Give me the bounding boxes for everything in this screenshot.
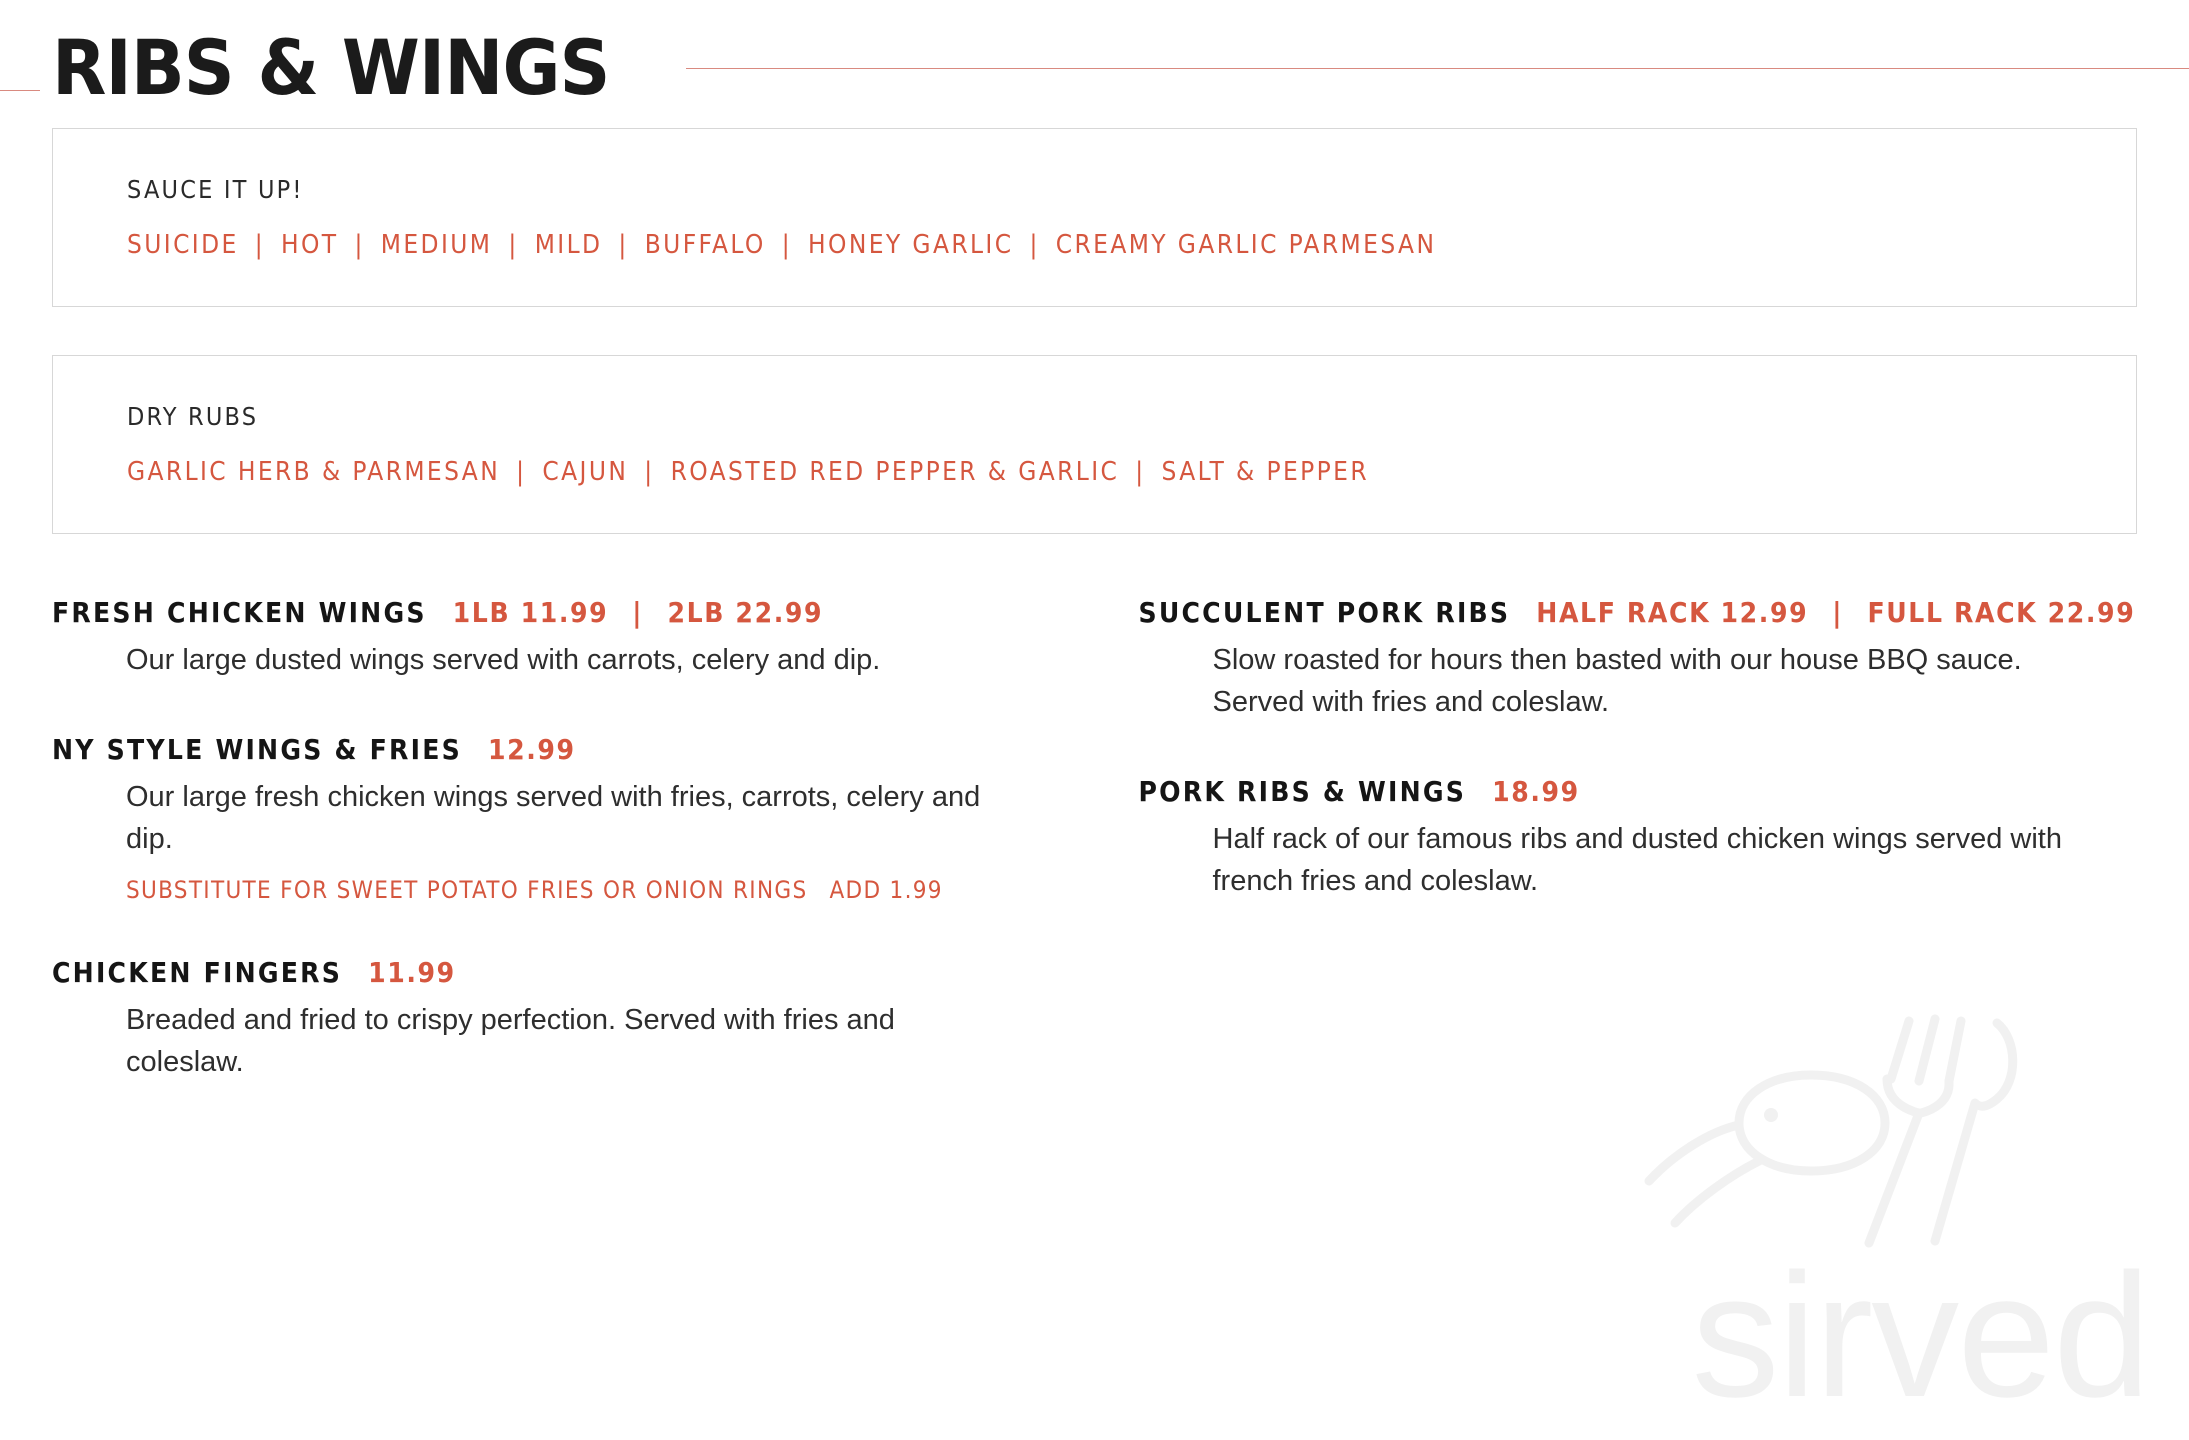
menu-item-note-text: SUBSTITUTE FOR SWEET POTATO FRIES OR ONION RINGS	[126, 876, 807, 904]
menu-item-note	[126, 876, 1035, 904]
menu-item-price-separator: |	[632, 596, 641, 629]
menu-item-description: Our large dusted wings served with carrots, celery and dip.	[126, 639, 986, 681]
rub-option-garlic-herb-parmesan: GARLIC HERB & PARMESAN	[127, 457, 500, 487]
menu-item-price-1: HALF RACK 12.99	[1536, 596, 1808, 629]
sauce-option-hot: HOT	[281, 230, 339, 260]
menu-item-pork-ribs-and-wings	[1139, 775, 2138, 902]
rub-option-cajun: CAJUN	[542, 457, 628, 487]
menu-item-price-2: FULL RACK 22.99	[1867, 596, 2135, 629]
header-rule-left	[0, 90, 40, 91]
menu-item-description: Slow roasted for hours then basted with our house BBQ sauce. Served with fries and coleslaw.	[1213, 639, 2073, 723]
sauce-sep-4: |	[602, 230, 644, 260]
rub-sep-3: |	[1119, 457, 1161, 487]
menu-columns	[52, 596, 2137, 1083]
sauce-options-box	[52, 128, 2137, 307]
sauce-sep-1: |	[239, 230, 281, 260]
menu-item-succulent-pork-ribs	[1139, 596, 2138, 723]
sauce-option-mild: MILD	[535, 230, 603, 260]
sauce-options-list	[127, 230, 2136, 260]
menu-item-header	[52, 956, 1035, 989]
menu-item-fresh-chicken-wings	[52, 596, 1035, 681]
rub-option-salt-pepper: SALT & PEPPER	[1162, 457, 1369, 487]
rub-option-roasted-red-pepper-garlic: ROASTED RED PEPPER & GARLIC	[671, 457, 1120, 487]
dry-rubs-box	[52, 355, 2137, 534]
dry-rubs-title: DRY RUBS	[127, 402, 2136, 431]
sauce-option-buffalo: BUFFALO	[645, 230, 766, 260]
menu-column-left	[52, 596, 1095, 1083]
sauce-sep-5: |	[766, 230, 808, 260]
dry-rubs-list	[127, 457, 2136, 487]
watermark-text: sirved	[1692, 1264, 2149, 1408]
menu-item-name: FRESH CHICKEN WINGS	[52, 596, 427, 629]
menu-item-name: CHICKEN FINGERS	[52, 956, 342, 989]
sauce-options-title: SAUCE IT UP!	[127, 175, 2136, 204]
menu-item-header	[1139, 775, 2138, 808]
menu-item-price-1: 11.99	[368, 956, 456, 989]
menu-item-price-2: 2LB 22.99	[668, 596, 824, 629]
menu-item-header	[52, 596, 1035, 629]
sauce-sep-2: |	[339, 230, 381, 260]
menu-item-description: Half rack of our famous ribs and dusted chicken wings served with french fries and coleslaw.	[1213, 818, 2073, 902]
sauce-option-medium: MEDIUM	[381, 230, 493, 260]
section-header	[0, 8, 2189, 128]
menu-item-name: PORK RIBS & WINGS	[1139, 775, 1467, 808]
sauce-option-suicide: SUICIDE	[127, 230, 239, 260]
menu-item-header	[52, 733, 1035, 766]
menu-column-right	[1095, 596, 2138, 1083]
page-title: RIBS & WINGS	[52, 30, 610, 106]
menu-item-price-1: 18.99	[1492, 775, 1580, 808]
menu-item-note-price: ADD 1.99	[829, 876, 942, 904]
menu-item-name: NY STYLE WINGS & FRIES	[52, 733, 462, 766]
menu-item-description: Our large fresh chicken wings served with fries, carrots, celery and dip.	[126, 776, 986, 860]
sauce-sep-3: |	[492, 230, 534, 260]
menu-item-chicken-fingers	[52, 956, 1035, 1083]
header-rule-right	[686, 68, 2189, 69]
menu-page	[0, 8, 2189, 1440]
menu-item-price-1: 12.99	[488, 733, 576, 766]
menu-item-price-separator: |	[1832, 596, 1841, 629]
menu-item-description: Breaded and fried to crispy perfection. Served with fries and coleslaw.	[126, 999, 986, 1083]
sauce-sep-6: |	[1013, 230, 1055, 260]
sauce-option-creamy-garlic-parmesan: CREAMY GARLIC PARMESAN	[1056, 230, 1437, 260]
menu-item-name: SUCCULENT PORK RIBS	[1139, 596, 1511, 629]
sauce-option-honey-garlic: HONEY GARLIC	[808, 230, 1013, 260]
menu-item-ny-style-wings-and-fries	[52, 733, 1035, 904]
menu-item-price-1: 1LB 11.99	[453, 596, 609, 629]
menu-item-header	[1139, 596, 2138, 629]
rub-sep-1: |	[500, 457, 542, 487]
rub-sep-2: |	[628, 457, 670, 487]
watermark	[1692, 1264, 2149, 1408]
